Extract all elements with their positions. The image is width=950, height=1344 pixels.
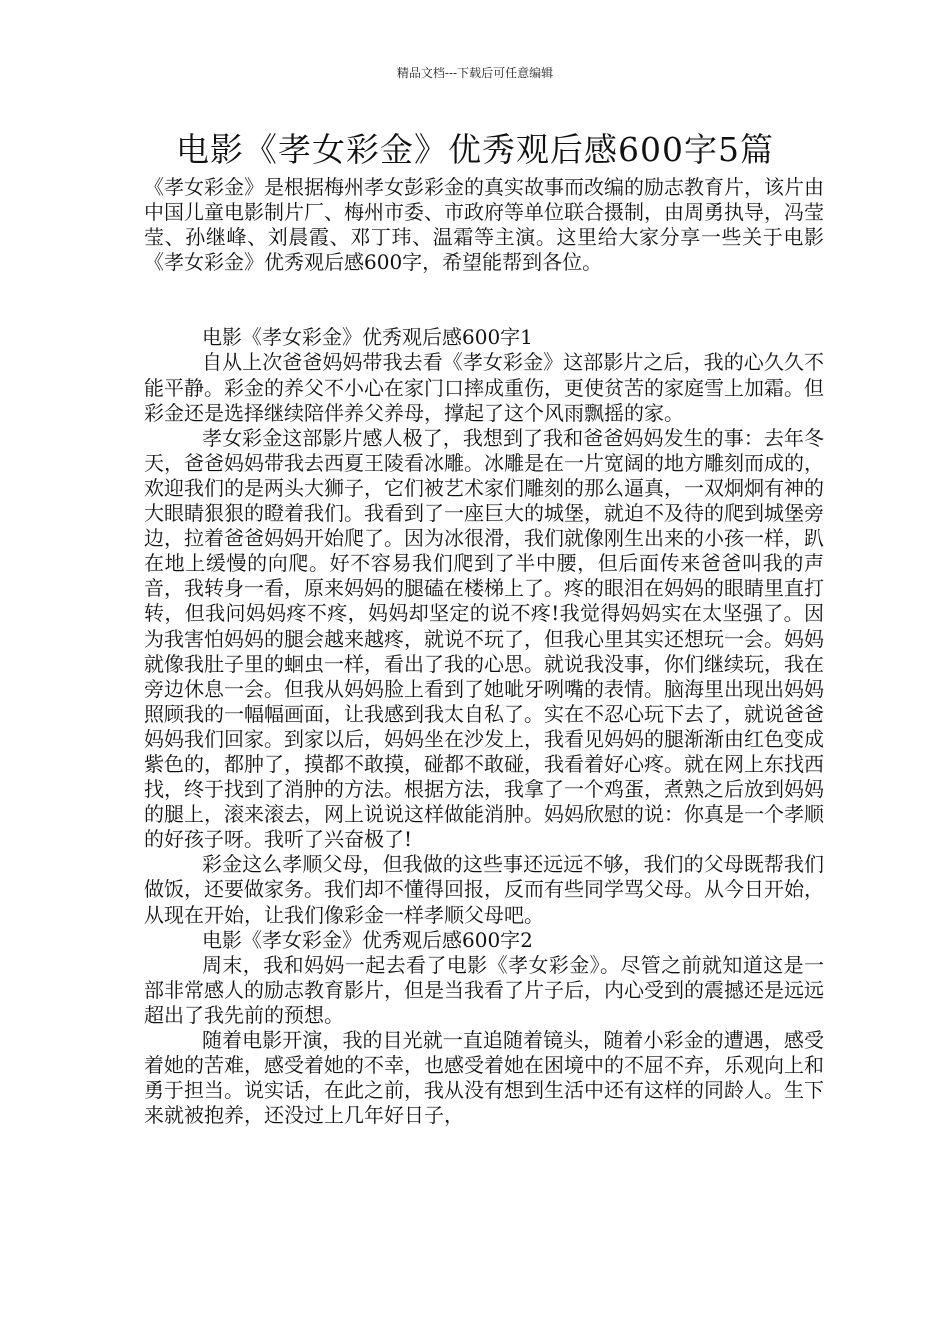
paragraph: 随着电影开演，我的目光就一直追随着镜头，随着小彩金的遭遇，感受着她的苦难，感受着她的不幸，也感受着她在困境中的不屈不弃，乐观向上和勇于担当。说实话，在此之前，我从没有想到生活中还有这样的同龄人。生下来就被抱养，还没过上几年好日子， [144,1028,824,1128]
section-heading-2: 电影《孝女彩金》优秀观后感600字2 [202,927,533,952]
paragraph: 周末，我和妈妈一起去看了电影《孝女彩金》。尽管之前就知道这是一部非常感人的励志教育影片，但是当我看了片子后，内心受到的震撼还是远远超出了我先前的预想。 [144,952,824,1027]
section-gap [144,275,824,325]
intro-paragraph: 《孝女彩金》是根据梅州孝女彭彩金的真实故事而改编的励志教育片，该片由中国儿童电影制片厂、梅州市委、市政府等单位联合摄制，由周勇执导，冯莹莹、孙继峰、刘晨霞、邓丁玮、温霜等主演。这里给大家分享一些关于电影《孝女彩金》优秀观后感600字，希望能帮到各位。 [144,175,824,275]
paragraph: 自从上次爸爸妈妈带我去看《孝女彩金》这部影片之后，我的心久久不能平静。彩金的养父不小心在家门口摔成重伤，更使贫苦的家庭雪上加霜。但彩金还是选择继续陪伴养父养母，撑起了这个风雨飘摇的家。 [144,350,824,425]
paragraph: 孝女彩金这部影片感人极了，我想到了我和爸爸妈妈发生的事：去年冬天，爸爸妈妈带我去西夏王陵看冰雕。冰雕是在一片宽阔的地方雕刻而成的，欢迎我们的是两头大狮子，它们被艺术家们雕刻的那么逼真，一双炯炯有神的大眼睛狠狠的瞪着我们。我看到了一座巨大的城堡，就迫不及待的爬到城堡旁边，拉着爸爸妈妈开始爬了。因为冰很滑，我们就像刚生出来的小孩一样，趴在地上缓慢的向爬。好不容易我们爬到了半中腰，但后面传来爸爸叫我的声音，我转身一看，原来妈妈的腿磕在楼梯上了。疼的眼泪在妈妈的眼睛里直打转，但我问妈妈疼不疼，妈妈却坚定的说不疼!我觉得妈妈实在太坚强了。因为我害怕妈妈的腿会越来越疼，就说不玩了，但我心里其实还想玩一会。妈妈就像我肚子里的蛔虫一样，看出了我的心思。就说我没事，你们继续玩，我在旁边休息一会。但我从妈妈脸上看到了她呲牙咧嘴的表情。脑海里出现出妈妈照顾我的一幅幅画面，让我感到我太自私了。实在不忍心玩下去了，就说爸爸妈妈我们回家。到家以后，妈妈坐在沙发上，我看见妈妈的腿渐渐由红色变成紫色的，都肿了，摸都不敢摸，碰都不敢碰，我看着好心疼。就在网上东找西找，终于找到了消肿的方法。根据方法，我拿了一个鸡蛋，煮熟之后放到妈妈的腿上，滚来滚去，网上说说这样做能消肿。妈妈欣慰的说：你真是一个孝顺的好孩子呀。我听了兴奋极了! [144,425,824,852]
document-body [144,175,824,1128]
header-note: 精品文档---下载后可任意编辑 [396,66,554,80]
document-title: 电影《孝女彩金》优秀观后感600字5篇 [176,130,774,169]
paragraph: 彩金这么孝顺父母，但我做的这些事还远远不够，我们的父母既帮我们做饭，还要做家务。我们却不懂得回报，反而有些同学骂父母。从今日开始，从现在开始，让我们像彩金一样孝顺父母吧。 [144,852,824,927]
section-heading-1: 电影《孝女彩金》优秀观后感600字1 [202,325,533,350]
